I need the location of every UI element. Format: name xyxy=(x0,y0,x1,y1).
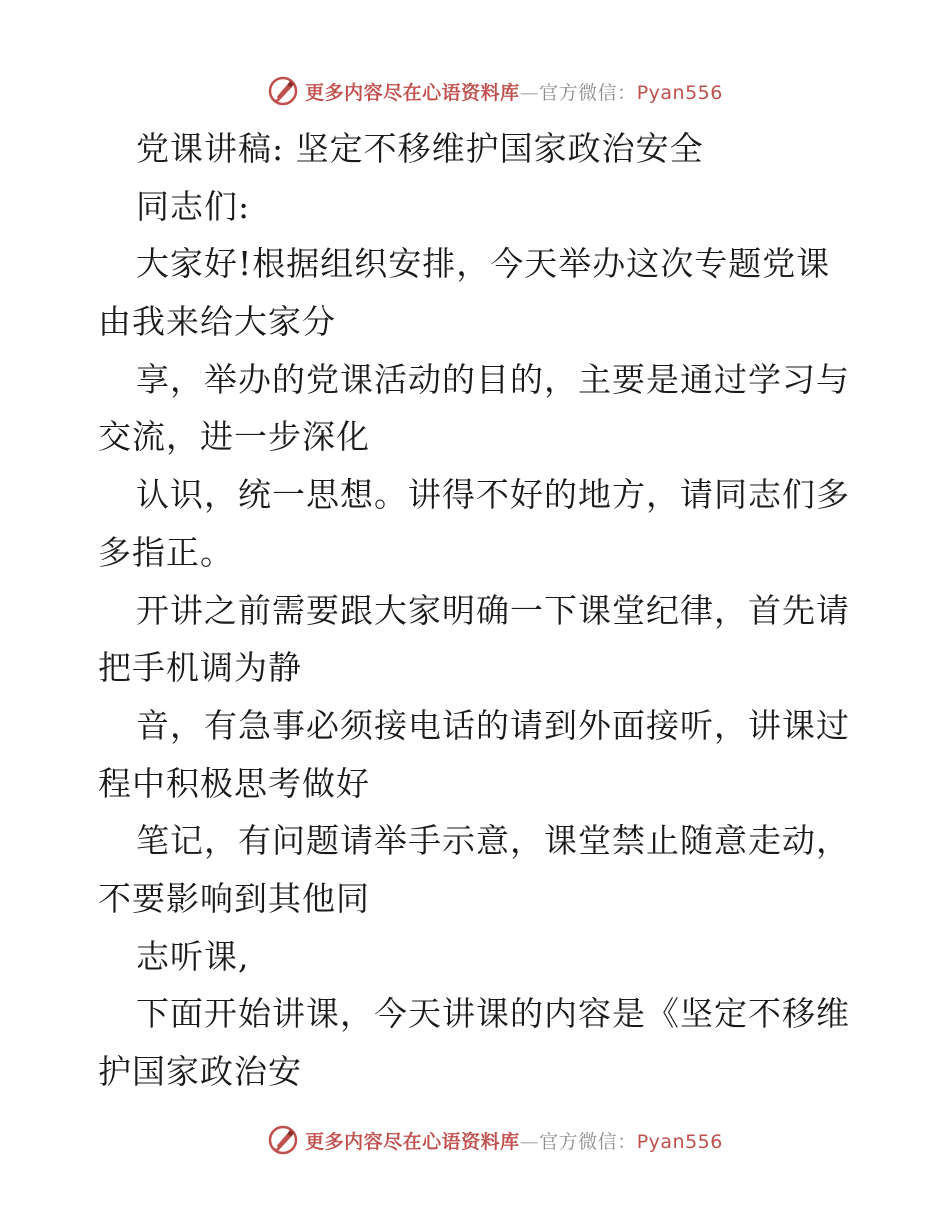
watermark-main: 更多内容尽在心语资料库 xyxy=(305,81,520,104)
watermark-wechat-id: Pyan556 xyxy=(636,81,723,104)
header-watermark xyxy=(0,71,950,111)
text-line: 开讲之前需要跟大家明确一下课堂纪律，首先请 xyxy=(136,590,850,630)
text-line: 音，有急事必须接电话的请到外面接听，讲课过 xyxy=(136,705,850,745)
watermark-wechat-id: Pyan556 xyxy=(636,1130,723,1153)
pen-logo-icon xyxy=(267,75,299,107)
watermark-text xyxy=(305,78,723,105)
watermark-official: 官方微信： xyxy=(539,1130,637,1153)
text-line: 享，举办的党课活动的目的，主要是通过学习与 xyxy=(136,359,850,399)
text-line: 笔记，有问题请举手示意，课堂禁止随意走动， xyxy=(136,821,850,861)
text-line: 交流，进一步深化 xyxy=(98,417,370,457)
text-line: 认识，统一思想。讲得不好的地方，请同志们多 xyxy=(136,475,850,515)
footer-watermark xyxy=(0,1120,950,1160)
watermark-official: 官方微信： xyxy=(539,81,637,104)
document-title: 党课讲稿: 坚定不移维护国家政治安全 xyxy=(136,129,704,168)
watermark-separator: — xyxy=(519,81,540,104)
text-line: 下面开始讲课，今天讲课的内容是《坚定不移维 xyxy=(136,994,850,1034)
text-line: 志听课, xyxy=(136,936,250,976)
watermark-text xyxy=(305,1127,723,1154)
text-line: 大家好!根据组织安排，今天举办这次专题党课 xyxy=(136,244,831,284)
text-line: 同志们: xyxy=(136,186,251,226)
text-line: 多指正。 xyxy=(98,532,234,572)
text-line: 程中积极思考做好 xyxy=(98,763,370,803)
text-line: 不要影响到其他同 xyxy=(98,878,370,918)
text-line: 把手机调为静 xyxy=(98,648,302,688)
watermark-separator: — xyxy=(519,1130,540,1153)
watermark-main: 更多内容尽在心语资料库 xyxy=(305,1130,520,1153)
text-line: 护国家政治安 xyxy=(98,1052,302,1091)
text-line: 由我来给大家分 xyxy=(98,302,336,342)
document-body xyxy=(98,120,858,1101)
pen-logo-icon xyxy=(267,1124,299,1156)
